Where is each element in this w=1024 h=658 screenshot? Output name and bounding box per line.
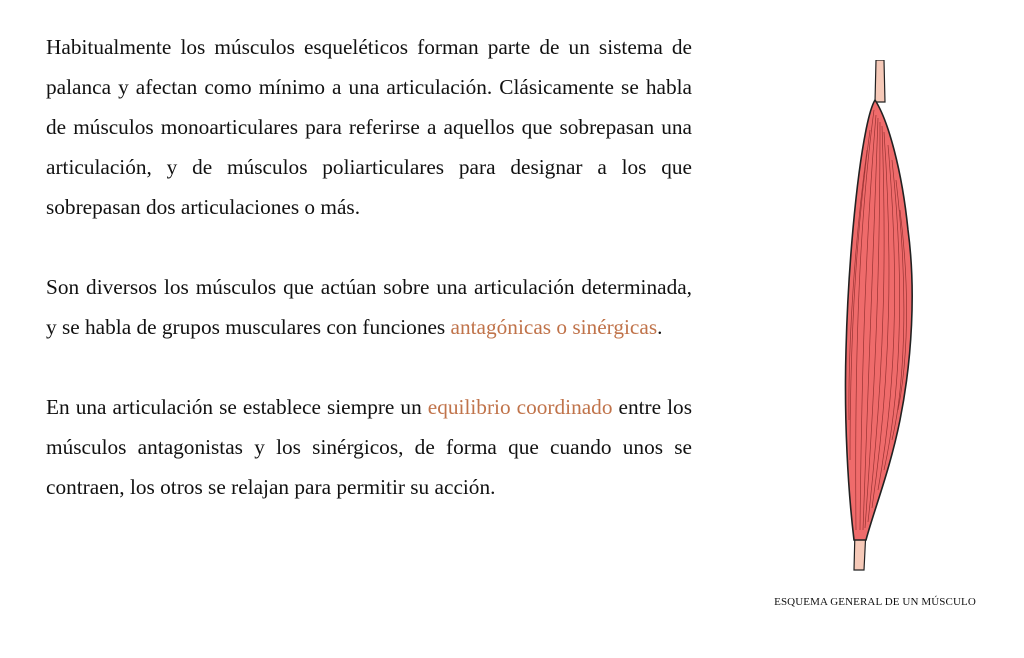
paragraph-2-text-end: . — [657, 315, 663, 339]
paragraph-3 — [46, 387, 692, 507]
figure-caption: ESQUEMA GENERAL DE UN MÚSCULO — [774, 596, 976, 608]
paragraph-2-text-start: Son diversos los músculos que actúan sobre una articulación determinada, y se habla de grupos musculares con funciones — [46, 275, 692, 339]
link-equilibrio-coordinado[interactable]: equilibrio coordinado — [427, 395, 613, 419]
paragraph-1-text: Habitualmente los músculos esqueléticos forman parte de un sistema de palanca y afectan como mínimo a una articulación. Clásicamente se habla de músculos monoarticulares para referirse a aquellos que sobrepasan una articulación, y de músculos poliarticulares para designar a los que sobrepasan dos articulaciones o más. — [46, 35, 692, 219]
article-body — [46, 27, 692, 547]
upper-tendon — [875, 60, 885, 102]
muscle-figure — [740, 50, 1010, 630]
muscle-illustration — [836, 60, 926, 580]
paragraph-2 — [46, 267, 692, 347]
paragraph-3-text-end: entre los músculos antagonistas y los sinérgicos, de forma que cuando unos se contraen, los otros se relajan para permitir su acción. — [46, 395, 692, 499]
link-antagonicas-sinergicas[interactable]: antagónicas o sinérgicas — [450, 315, 658, 339]
paragraph-1 — [46, 27, 692, 227]
paragraph-3-text-start: En una articulación se establece siempre un — [46, 395, 428, 419]
